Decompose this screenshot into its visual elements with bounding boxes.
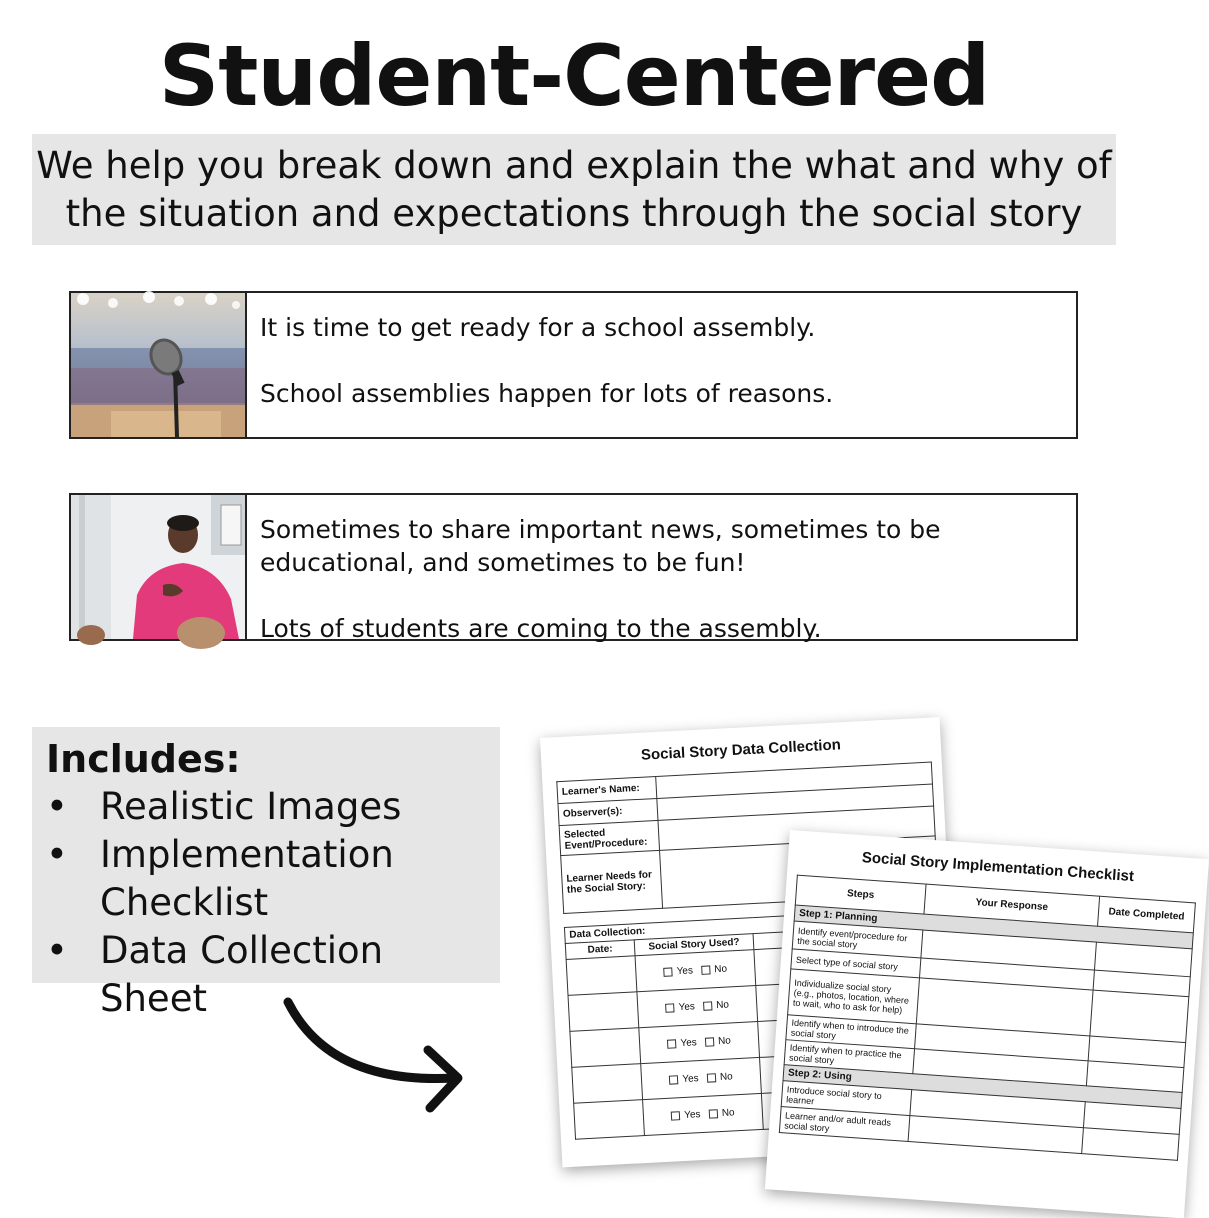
checkbox-icon bbox=[701, 965, 710, 974]
col-header: Your Response bbox=[924, 884, 1100, 926]
smiling-speaker-photo bbox=[71, 495, 247, 639]
includes-item-label: Realistic Images bbox=[100, 785, 402, 828]
includes-heading: Includes: bbox=[46, 737, 241, 781]
page-title: Student-Centered bbox=[158, 27, 990, 125]
field-label: Observer(s): bbox=[558, 798, 658, 825]
story-card-2 bbox=[69, 493, 1078, 641]
includes-item-label: Data Collection Sheet bbox=[100, 929, 384, 1020]
step-item: Learner and/or adult reads social story bbox=[779, 1107, 909, 1142]
microphone-assembly-photo bbox=[71, 293, 247, 437]
checkbox-icon bbox=[667, 1039, 676, 1048]
field-label: Selected Event/Procedure: bbox=[559, 820, 659, 855]
step-item: Identify when to practice the social story bbox=[784, 1040, 914, 1074]
yes-label: Yes bbox=[676, 965, 694, 978]
subtitle-line-2: the situation and expectations through the social story bbox=[65, 192, 1083, 235]
card-2-text bbox=[247, 495, 1060, 643]
card-1-line-2: School assemblies happen for lots of reasons. bbox=[260, 379, 834, 408]
step-heading: Step 2: Using bbox=[783, 1065, 1182, 1109]
yes-label: Yes bbox=[680, 1037, 698, 1050]
step-item: Identify when to introduce the social story bbox=[786, 1015, 916, 1049]
implementation-checklist-sheet bbox=[765, 830, 1209, 1218]
step-item: Identify event/procedure for the social story bbox=[792, 921, 923, 958]
includes-item-label: Implementation Checklist bbox=[100, 833, 394, 924]
checkbox-icon bbox=[705, 1037, 714, 1046]
checkbox-icon bbox=[663, 967, 672, 976]
checkbox-icon bbox=[665, 1003, 674, 1012]
col-header: Date Completed bbox=[1098, 896, 1196, 933]
no-label: No bbox=[715, 999, 730, 1012]
card-2-line-2: Lots of students are coming to the assembly. bbox=[260, 614, 822, 643]
section-label: Data Collection: bbox=[564, 908, 939, 944]
no-label: No bbox=[717, 1035, 732, 1048]
step-item: Introduce social story to learner bbox=[781, 1081, 911, 1116]
sheet-title: Social Story Data Collection bbox=[640, 736, 842, 764]
includes-box bbox=[32, 727, 500, 1020]
step-heading: Step 1: Planning bbox=[794, 905, 1193, 949]
step-item: Individualize social story (e.g., photos, location, where to wait, who to ask for help) bbox=[788, 969, 920, 1024]
bullet: • bbox=[46, 833, 68, 876]
no-label: No bbox=[714, 963, 728, 976]
checklist-title: Social Story Implementation Checklist bbox=[861, 849, 1135, 886]
curved-arrow-icon bbox=[270, 990, 470, 1130]
includes-item bbox=[46, 783, 500, 831]
yes-label: Yes bbox=[683, 1109, 701, 1121]
step-item: Select type of social story bbox=[791, 949, 921, 978]
subtitle-banner bbox=[32, 134, 1116, 245]
checkbox-icon bbox=[709, 1109, 718, 1118]
no-label: No bbox=[721, 1107, 735, 1119]
col-header: Steps bbox=[795, 875, 926, 914]
col-header: Social Story Used? bbox=[634, 934, 754, 956]
checkbox-icon bbox=[671, 1111, 680, 1120]
checkbox-icon bbox=[703, 1001, 712, 1010]
checkbox-icon bbox=[707, 1073, 716, 1082]
checkbox-icon bbox=[669, 1075, 678, 1084]
includes-list bbox=[46, 783, 500, 1023]
card-2-line-1: Sometimes to share important news, sometimes to be educational, and sometimes to be fun! bbox=[260, 515, 941, 577]
card-1-line-1: It is time to get ready for a school assembly. bbox=[260, 313, 816, 342]
col-header: Date: bbox=[565, 940, 635, 960]
card-1-text bbox=[247, 293, 833, 437]
yes-label: Yes bbox=[682, 1073, 699, 1086]
bullet: • bbox=[46, 785, 68, 828]
bullet: • bbox=[46, 929, 68, 972]
includes-item bbox=[46, 831, 500, 927]
subtitle-text bbox=[32, 134, 1116, 238]
no-label: No bbox=[719, 1071, 734, 1084]
subtitle-line-1: We help you break down and explain the what and why of bbox=[36, 144, 1112, 187]
field-label: Learner Needs for the Social Story: bbox=[561, 850, 663, 913]
story-card-1 bbox=[69, 291, 1078, 439]
checklist-table bbox=[779, 875, 1196, 1161]
field-label: Learner's Name: bbox=[557, 776, 657, 803]
yes-label: Yes bbox=[678, 1001, 696, 1014]
